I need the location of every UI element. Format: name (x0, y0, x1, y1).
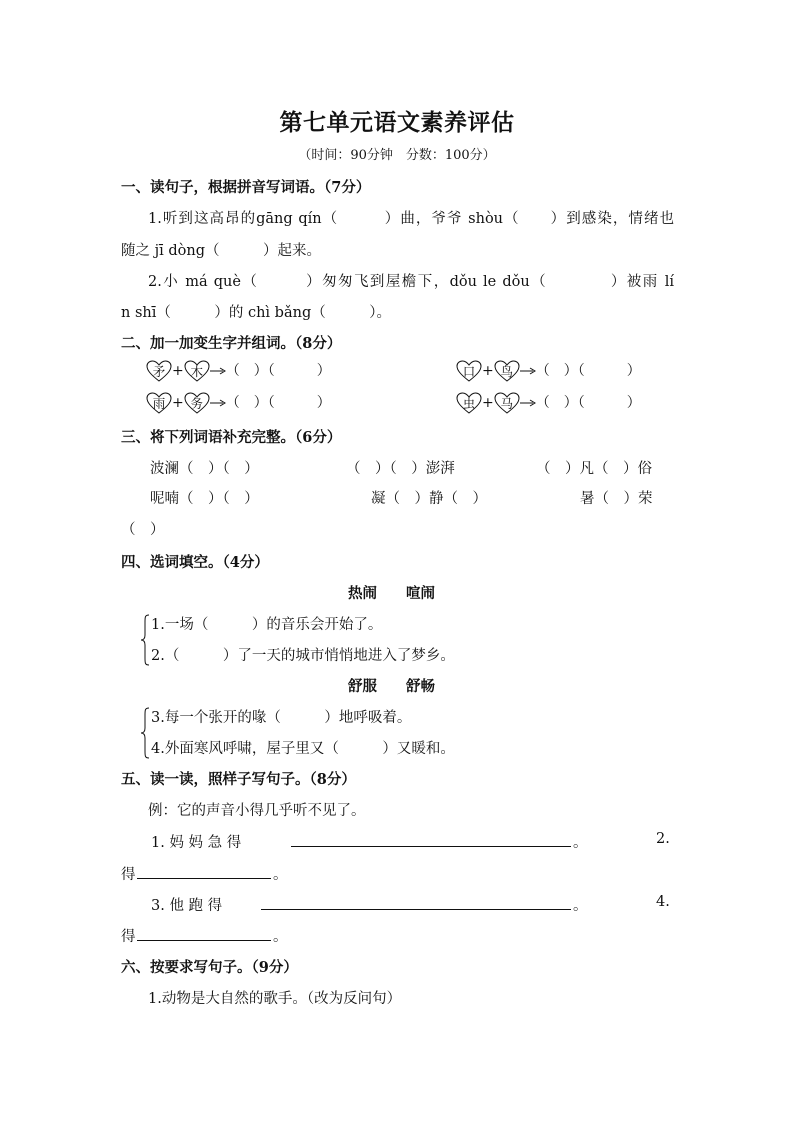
char-combo-row-2-right (456, 392, 641, 414)
section-1-line-3: 2.小 má què（ ）匆匆飞到屋檐下，dǒu le dǒu（ ）被雨 lí (148, 274, 674, 290)
heart-char: 木 (190, 364, 203, 379)
answer-line-2[interactable] (137, 878, 271, 879)
left-brace-icon (140, 707, 150, 759)
section-1-line-2: 随之 jī dòng（ ）起来。 (121, 243, 321, 259)
period: 。 (273, 929, 288, 945)
section-1-line-4: n shī（ ）的 chì bǎng（ ）。 (121, 305, 391, 321)
arrow-right-icon (520, 366, 536, 376)
fill-question-4: 4.外面寒风呼啸，屋子里又（ ）又暖和。 (151, 741, 455, 757)
heart-char: 务 (190, 396, 203, 411)
exam-time-score: （时间：90分钟 分数：100分） (298, 148, 496, 163)
arrow-right-icon (520, 398, 536, 408)
heart-shape-icon (494, 392, 520, 414)
answer-blanks[interactable]: （ ）（ ） (225, 363, 331, 379)
fill-question-3: 3.每一个张开的喙（ ）地呼吸着。 (151, 710, 412, 726)
heart-shape-icon (456, 392, 482, 414)
idiom-2: （ ）（ ）澎湃 (346, 461, 455, 477)
word-choice-pair-1: 热闹 喧闹 (348, 585, 435, 602)
sentence-prompt-2: 得 (121, 867, 136, 883)
example-sentence: 例：它的声音小得几乎听不见了。 (148, 803, 366, 819)
sentence-prompt-3: 3. 他 跑 得 (151, 898, 223, 914)
char-combo-row-1-right (456, 360, 641, 382)
idiom-5: 凝（ ）静（ ） (371, 491, 487, 507)
section-6-heading: 六、按要求写句子。（9分） (121, 959, 298, 976)
section-3-heading: 三、将下列词语补充完整。（6分） (121, 429, 342, 446)
plus-sign: + (172, 363, 184, 379)
section-1-line-1: 1.听到这高昂的gāng qín（ ）曲，爷爷 shòu（ ）到感染，情绪也 (148, 211, 674, 227)
left-brace-icon (140, 614, 150, 666)
period: 。 (573, 898, 588, 914)
fill-question-1: 1.一场（ ）的音乐会开始了。 (151, 617, 383, 633)
heart-char: 矛 (152, 364, 166, 379)
idiom-4: 呢喃（ ）（ ） (150, 491, 259, 507)
heart-char: 口 (462, 364, 476, 379)
sentence-prompt-4: 得 (121, 929, 136, 945)
idiom-1: 波澜（ ）（ ） (150, 461, 259, 477)
answer-line-3[interactable] (261, 909, 571, 910)
answer-line-4[interactable] (137, 940, 271, 941)
idiom-3: （ ）凡（ ）俗 (536, 461, 652, 477)
sentence-prompt-1: 1. 妈 妈 急 得 (151, 835, 242, 851)
plus-sign: + (172, 395, 184, 411)
rewrite-question-1: 1.动物是大自然的歌手。（改为反问句） (148, 991, 402, 1007)
heart-shape-icon (456, 360, 482, 382)
heart-char: 马 (500, 396, 513, 411)
section-2-heading: 二、加一加变生字并组词。（8分） (121, 335, 342, 352)
word-choice-pair-2: 舒服 舒畅 (348, 678, 435, 695)
answer-blanks[interactable]: （ ）（ ） (535, 363, 641, 379)
heart-char: 鸟 (500, 364, 513, 379)
period: 。 (273, 867, 288, 883)
heart-char: 虫 (462, 396, 476, 411)
heart-char: 雨 (152, 396, 166, 411)
item-number-2: 2. (656, 831, 670, 847)
section-1-heading: 一、读句子，根据拼音写词语。（7分） (121, 179, 371, 196)
answer-line-1[interactable] (291, 846, 571, 847)
idiom-6-continued: （ ） (121, 522, 165, 538)
heart-shape-icon (494, 360, 520, 382)
arrow-right-icon (210, 366, 226, 376)
plus-sign: + (482, 363, 494, 379)
period: 。 (573, 835, 588, 851)
answer-blanks[interactable]: （ ）（ ） (535, 395, 641, 411)
page-title: 第七单元语文素养评估 (279, 109, 515, 136)
arrow-right-icon (210, 398, 226, 408)
item-number-4: 4. (656, 894, 670, 910)
heart-shape-icon (146, 392, 172, 414)
section-4-heading: 四、选词填空。（4分） (121, 554, 269, 571)
heart-shape-icon (146, 360, 172, 382)
plus-sign: + (482, 395, 494, 411)
answer-blanks[interactable]: （ ）（ ） (225, 395, 331, 411)
heart-shape-icon (184, 360, 210, 382)
heart-shape-icon (184, 392, 210, 414)
idiom-6: 暑（ ）荣 (580, 491, 653, 507)
section-5-heading: 五、读一读，照样子写句子。（8分） (121, 771, 356, 788)
char-combo-row-2-left (146, 392, 331, 414)
fill-question-2: 2.（ ）了一天的城市悄悄地进入了梦乡。 (151, 648, 455, 664)
char-combo-row-1-left (146, 360, 331, 382)
